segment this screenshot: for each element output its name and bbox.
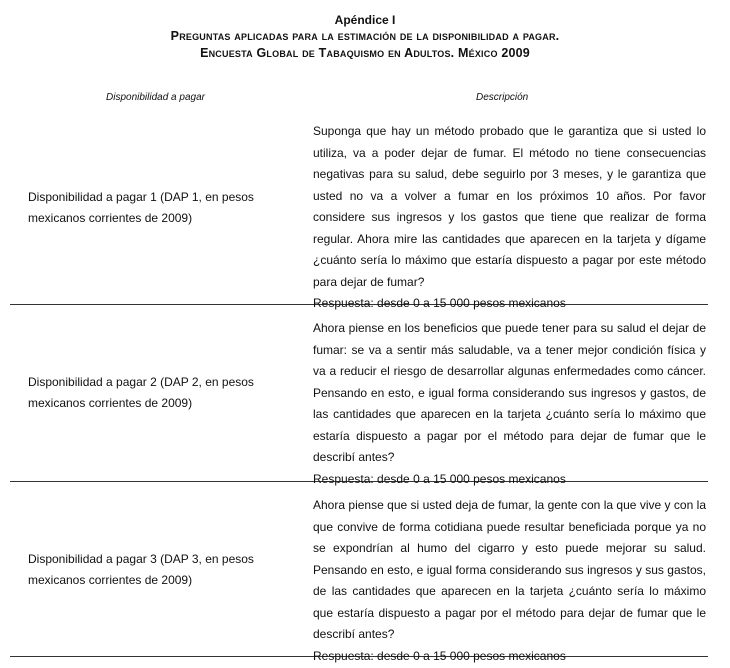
column-header-disponibilidad: Disponibilidad a pagar: [106, 92, 205, 103]
row-description: [313, 121, 706, 315]
row-label: Disponibilidad a pagar 1 (DAP 1, en pesos mexicanos corrientes de 2009): [28, 190, 254, 225]
row-label: Disponibilidad a pagar 3 (DAP 3, en pesos mexicanos corrientes de 2009): [28, 552, 254, 587]
table-title-line-2: Encuesta Global de Tabaquismo en Adultos. México 2009: [200, 46, 530, 60]
row-description: [313, 495, 706, 667]
appendix-label: Apéndice I: [334, 13, 396, 27]
table-row-dap-3: [10, 482, 708, 663]
row-answer: Respuesta: desde 0 a 15 000 pesos mexicanos: [313, 296, 566, 310]
column-header-descripcion: Descripción: [476, 92, 529, 103]
row-description: [313, 318, 706, 490]
table-row-dap-2: [10, 305, 708, 486]
table-row-dap-1: [10, 120, 708, 310]
row-answer: Respuesta: desde 0 a 15 000 pesos mexicanos: [313, 648, 566, 663]
row-description-text: Ahora piense que si usted deja de fumar, la gente con la que vive y con la que convive de forma cotidiana puede resultar beneficiada porque ya no se expondrían al humo del cigarro y esto puede mejorar su salud. Pensando en esto, e igual forma considerando sus ingresos y sus gastos, de las cantidades que aparecen en la tarjeta ¿cuánto sería lo máximo que estaría dispuesto a pagar por el método para dejar de fumar que le describí antes?: [313, 498, 706, 641]
row-answer: Respuesta: desde 0 a 15 000 pesos mexicanos: [313, 471, 566, 486]
row-label: Disponibilidad a pagar 2 (DAP 2, en pesos mexicanos corrientes de 2009): [28, 375, 254, 410]
row-description-text: Ahora piense en los beneficios que puede tener para su salud el dejar de fumar: se va a sentir más saludable, va a tener mejor condición física y va a reducir el riesgo de desarrollar algunas enfermedades como cáncer. Pensando en esto, e igual forma considerando sus ingresos y gastos, de las cantidades que aparecen en la tarjeta ¿cuánto sería lo máximo que estaría dispuesto a pagar por el método para dejar de fumar que le describí antes?: [313, 321, 706, 464]
document-header: [0, 12, 730, 62]
row-description-text: Suponga que hay un método probado que le garantiza que si usted lo utiliza, va a poder dejar de fumar. El método no tiene consecuencias negativas para su salud, debe seguirlo por 3 meses, y le garantiza que usted no va a volver a fumar en los próximos 10 años. Por favor considere sus ingresos y los gastos que tiene que realizar de forma regular. Ahora mire las cantidades que aparecen en la tarjeta y dígame ¿cuánto sería lo máximo que estaría dispuesto a pagar por este método para dejar de fumar?: [313, 124, 706, 289]
table-title-line-1: Preguntas aplicadas para la estimación de la disponibilidad a pagar.: [170, 29, 560, 43]
